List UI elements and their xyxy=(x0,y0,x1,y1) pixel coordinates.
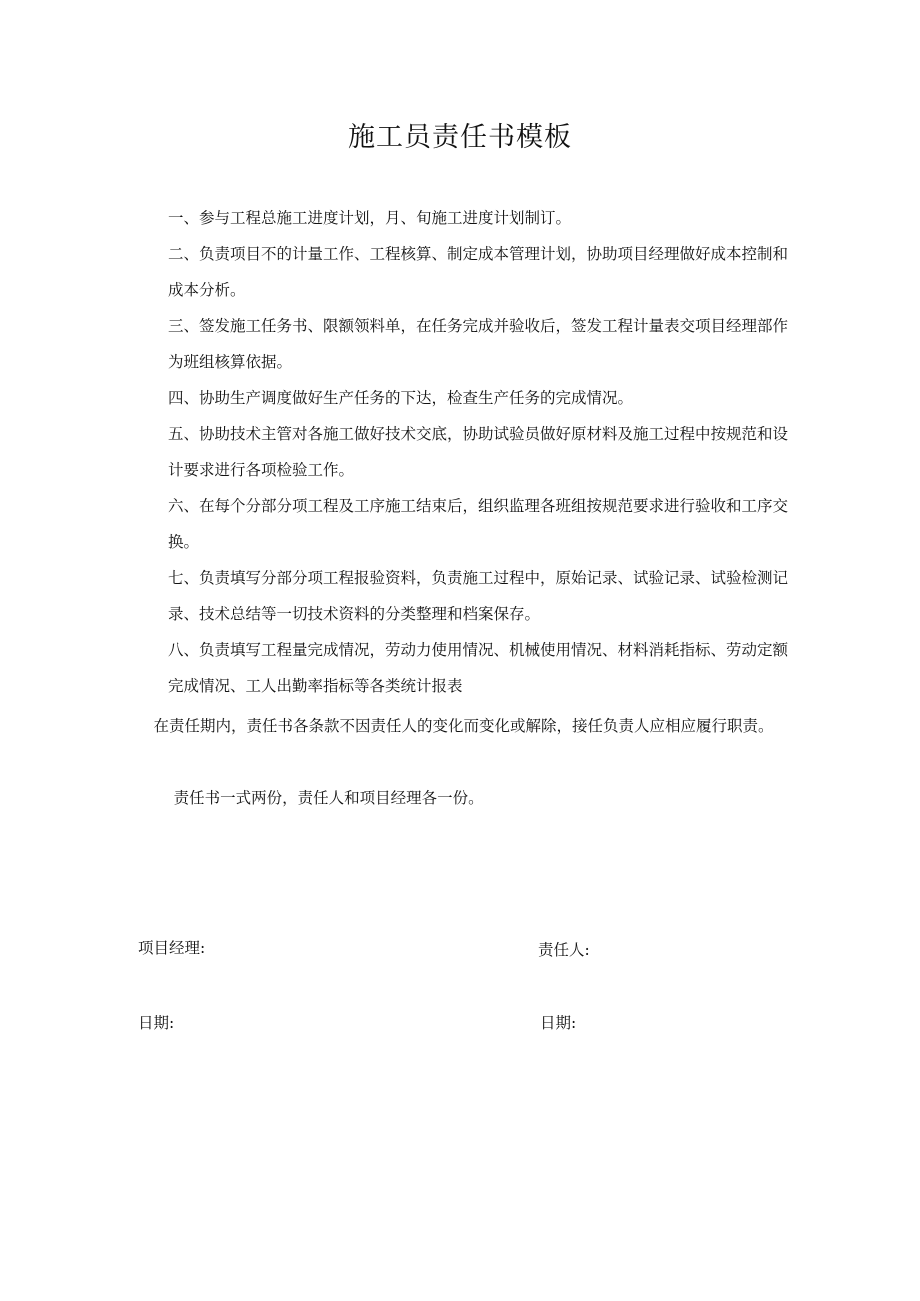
responsible-person-signature-label: 责任人: xyxy=(538,941,590,959)
responsible-person-date-label: 日期: xyxy=(540,1014,577,1032)
clause-7: 七、负责填写分部分项工程报验资料，负责施工过程中，原始记录、试验记录、试验检测记录、技术总结等一切技术资料的分类整理和档案保存。 xyxy=(168,569,789,623)
project-manager-date-label: 日期: xyxy=(138,1014,175,1032)
clause-list xyxy=(168,200,788,704)
closing-paragraph-copies: 责任书一式两份，责任人和项目经理各一份。 xyxy=(173,789,484,807)
clause-1: 一、参与工程总施工进度计划，月、旬施工进度计划制订。 xyxy=(168,209,572,227)
closing-paragraph-term: 在责任期内，责任书各条款不因责任人的变化而变化或解除，接任负责人应相应履行职责。 xyxy=(153,717,774,735)
clause-8: 八、负责填写工程量完成情况，劳动力使用情况、机械使用情况、材料消耗指标、劳动定额完成情况、工人出勤率指标等各类统计报表 xyxy=(168,641,789,695)
document-title: 施工员责任书模板 xyxy=(348,122,572,153)
clause-5: 五、协助技术主管对各施工做好技术交底，协助试验员做好原材料及施工过程中按规范和设计要求进行各项检验工作。 xyxy=(168,425,789,479)
clause-6: 六、在每个分部分项工程及工序施工结束后，组织监理各班组按规范要求进行验收和工序交换。 xyxy=(168,497,789,551)
project-manager-signature-label: 项目经理: xyxy=(138,939,206,957)
clause-4: 四、协助生产调度做好生产任务的下达，检查生产任务的完成情况。 xyxy=(168,389,634,407)
clause-3: 三、签发施工任务书、限额领料单，在任务完成并验收后，签发工程计量表交项目经理部作为班组核算依据。 xyxy=(168,317,789,371)
clause-2: 二、负责项目不的计量工作、工程核算、制定成本管理计划，协助项目经理做好成本控制和成本分析。 xyxy=(168,245,789,299)
